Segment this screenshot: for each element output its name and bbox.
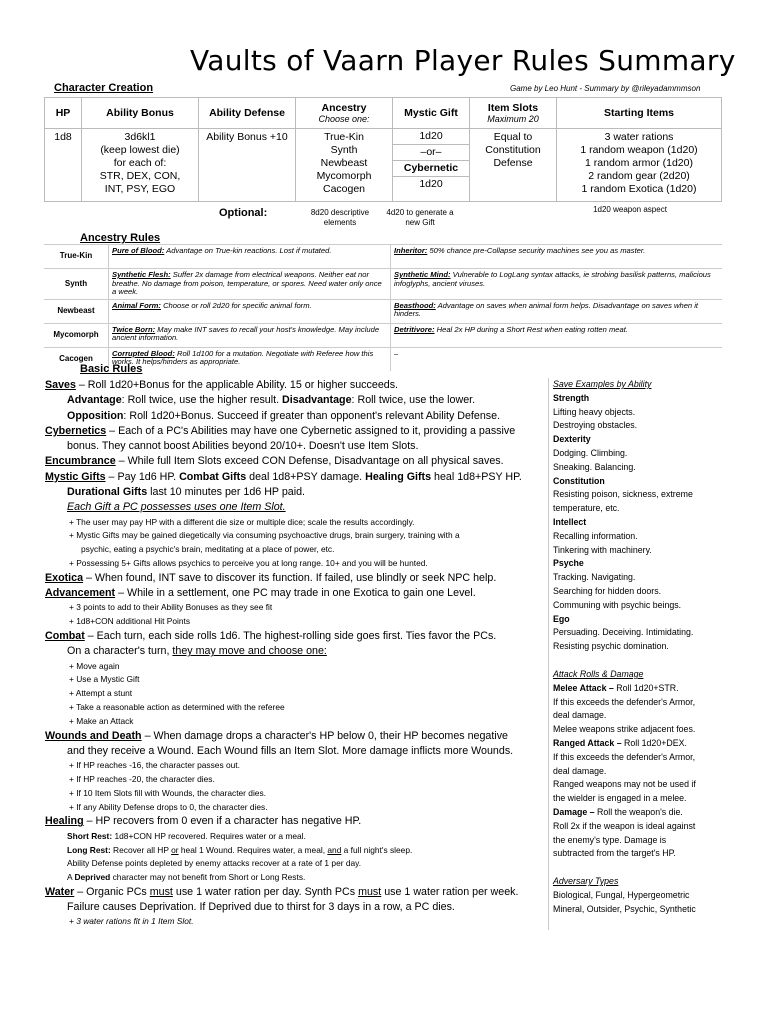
starting-item: 3 water rations xyxy=(604,131,674,143)
attack-term: Melee Attack – xyxy=(553,682,614,693)
basic-rules-heading: Basic Rules xyxy=(80,363,143,375)
rule-term: Exotica xyxy=(45,571,84,584)
item-slots-line: Defense xyxy=(493,157,533,169)
rule-bullet: + Move again xyxy=(69,660,120,671)
hp-value: 1d8 xyxy=(45,129,82,202)
character-creation-heading: Character Creation xyxy=(54,82,154,94)
rule-text: bonus. They cannot boost Abilities beyond 20/10+. Doesn't use Item Slots. xyxy=(67,440,419,453)
attack-text: Melee weapons strike adjacent foes. xyxy=(553,724,696,735)
ability-example: Tinkering with machinery. xyxy=(553,544,652,555)
rule-text: use 1 water ration per day. Synth PCs xyxy=(172,885,359,898)
ability-name: Dexterity xyxy=(553,434,591,445)
rule-term: Combat Gifts xyxy=(179,470,247,483)
attack-term: Damage – xyxy=(553,806,595,817)
rule-text: – Pay 1d6 HP. xyxy=(105,470,180,483)
healing-rule xyxy=(45,814,553,829)
rule-text: : Roll 1d20+Bonus. Succeed if greater than opponent's relevant Ability Defense. xyxy=(123,409,501,422)
opposition-rule xyxy=(45,409,553,424)
attack-text: If this exceeds the defender's Armor, xyxy=(553,696,696,707)
short-rest-rule xyxy=(45,830,553,844)
combat-rule xyxy=(45,629,553,644)
rule-term: Opposition xyxy=(67,409,124,422)
rule-bullet: + The user may pay HP with a different die size or multiple dice; scale the results accordingly. xyxy=(69,516,415,527)
starting-item: 1 random Exotica (1d20) xyxy=(581,183,697,195)
ability-name: Constitution xyxy=(553,475,605,486)
ancestry-trait xyxy=(109,299,391,323)
trait-title: Beasthood: xyxy=(394,300,436,310)
hp-header: HP xyxy=(45,98,82,129)
ability-example: Recalling information. xyxy=(553,530,638,541)
item-slots-header-label: Item Slots xyxy=(487,102,539,114)
rule-text: – Organic PCs xyxy=(74,885,150,898)
attack-text: Roll 1d20+DEX. xyxy=(621,737,687,748)
ancestry-trait xyxy=(109,323,391,347)
mystic-gift-value: 1d20 xyxy=(393,129,469,145)
optional-label: Optional: xyxy=(219,207,268,219)
rule-text: must xyxy=(358,885,382,898)
water-rule xyxy=(45,885,553,900)
rule-bullet: + Take a reasonable action as determined with the referee xyxy=(69,702,285,713)
rule-term: Mystic Gifts xyxy=(45,470,106,483)
cybernetics-rule xyxy=(45,424,553,439)
ancestry-trait xyxy=(391,323,723,347)
optional-items: 1d20 weapon aspect xyxy=(593,205,667,214)
rule-bullet: + Possessing 5+ Gifts allows psychics to perceive you at long range. 10+ and you will be hunted. xyxy=(69,558,428,569)
ability-example: Sneaking. Balancing. xyxy=(553,461,636,472)
attack-text: the enemy's type. Damage is xyxy=(553,834,667,845)
adversary-types: Biological, Fungal, Hypergeometric xyxy=(553,889,690,900)
melee-attack xyxy=(553,682,725,696)
ancestry-row xyxy=(44,245,722,269)
rule-bullet: + If HP reaches -20, the character dies. xyxy=(69,774,215,785)
rule-bullet: + 3 water rations fit in 1 Item Slot. xyxy=(69,916,194,927)
ancestry-trait xyxy=(391,299,723,323)
trait-text: 50% chance pre-Collapse security machines see you as master. xyxy=(427,246,646,255)
starting-items-header: Starting Items xyxy=(557,98,722,129)
ability-example: Lifting heavy objects. xyxy=(553,406,636,417)
ancestry-option: Newbeast xyxy=(320,157,368,169)
ancestry-header-sub: Choose one: xyxy=(318,114,370,124)
rule-text: Failure causes Deprivation. If Deprived due to thirst for 3 days in a row, a PC dies. xyxy=(67,901,455,914)
ability-bonus-line: INT, PSY, EGO xyxy=(104,183,176,195)
rule-text: a full night's sleep. xyxy=(341,844,413,855)
optional-ancestry: 8d20 descriptive elements xyxy=(310,208,370,227)
mystic-gift-values xyxy=(393,129,470,202)
rule-text: – When damage drops a character's HP below 0, their HP becomes negative xyxy=(141,729,509,742)
credit-line: Game by Leo Hunt - Summary by @rileyadammmson xyxy=(510,84,701,93)
trait-text: May make INT saves to recall your host's knowledge. May include ancient information. xyxy=(112,324,380,342)
ability-name: Ego xyxy=(553,613,570,624)
ancestry-option: Cacogen xyxy=(322,183,366,195)
rule-text: : Roll twice, use the higher result. xyxy=(121,394,283,407)
rule-bullet: + If any Ability Defense drops to 0, the character dies. xyxy=(69,801,268,812)
rule-text: – While in a settlement, one PC may trade in one Exotica to gain one Level. xyxy=(115,587,476,600)
rule-text: On a character's turn, xyxy=(67,645,173,658)
exotica-rule xyxy=(45,571,553,586)
rule-text: – Roll 1d20+Bonus for the applicable Ability. 15 or higher succeeds. xyxy=(75,379,399,391)
rule-bullet: + Attempt a stunt xyxy=(69,688,133,699)
item-slots-line: Constitution xyxy=(485,144,541,156)
rule-text: deal 1d8+PSY damage. xyxy=(246,470,366,483)
ability-defense-header: Ability Defense xyxy=(199,98,296,129)
ancestry-option: True-Kin xyxy=(324,131,364,143)
trait-text: Roll 1d100 for a mutation. Negotiate with Referee how this works. It helps/hinders as appropriate. xyxy=(112,348,374,366)
trait-title: Twice Born: xyxy=(112,324,156,334)
ancestry-name: Newbeast xyxy=(44,299,109,323)
rule-term: Wounds and Death xyxy=(45,729,142,742)
durational-gifts-rule xyxy=(45,485,553,500)
deprived-rule xyxy=(45,871,553,885)
rule-text: last 10 minutes per 1d6 HP paid. xyxy=(147,486,306,499)
trait-text: Choose or roll 2d20 for specific animal form. xyxy=(160,300,312,310)
ability-bonus-line: for each of: xyxy=(113,157,167,169)
ancestry-options xyxy=(296,129,393,202)
item-slots-header xyxy=(470,98,557,129)
rule-term: Durational Gifts xyxy=(67,486,148,499)
rule-term: Combat xyxy=(45,630,85,643)
rule-text: Ability Defense points depleted by enemy attacks recover at a rate of 1 per day. xyxy=(67,858,362,869)
ancestry-name: Cacogen xyxy=(44,347,109,371)
wounds-rule xyxy=(45,729,553,744)
rule-text: use 1 water ration per week. xyxy=(381,885,519,898)
ancestry-trait xyxy=(391,269,723,300)
attack-text: the wielder is engaged in a melee. xyxy=(553,793,687,804)
ancestry-header-label: Ancestry xyxy=(321,102,367,114)
rule-text: – Each of a PC's Abilities may have one Cybernetic assigned to it, providing a passive xyxy=(106,424,516,437)
advancement-rule xyxy=(45,586,553,601)
rule-text: they may move and choose one: xyxy=(172,645,327,658)
rule-text: Each Gift a PC possesses uses one Item Slot. xyxy=(67,501,286,514)
rule-term: Cybernetics xyxy=(45,424,107,437)
starting-item: 2 random gear (2d20) xyxy=(588,170,690,182)
trait-text: Suffer 2x damage from electrical weapons. Neither eat nor breathe. No damage from poison, temperature, or spores. Need water only once a week. xyxy=(112,270,382,296)
ancestry-header xyxy=(296,98,393,129)
rule-text: : Roll twice, use the lower. xyxy=(351,394,476,407)
ancestry-trait xyxy=(109,269,391,300)
rule-text: or xyxy=(171,844,179,855)
ability-example: Resisting poison, sickness, extreme xyxy=(553,489,693,500)
starting-items-value xyxy=(557,129,722,202)
attack-text: Ranged weapons may not be used if xyxy=(553,779,696,790)
attack-text: If this exceeds the defender's Armor, xyxy=(553,751,696,762)
item-slots-line: Equal to xyxy=(493,131,533,143)
rule-term: Deprived xyxy=(74,872,111,883)
rule-term: Water xyxy=(45,885,75,898)
rule-text: must xyxy=(149,885,173,898)
ancestry-name: True-Kin xyxy=(44,245,109,269)
ancestry-rules-table xyxy=(44,244,722,371)
ancestry-trait xyxy=(109,245,391,269)
rule-bullet: + 3 points to add to their Ability Bonuses as they see fit xyxy=(69,602,273,613)
trait-title: Synthetic Flesh: xyxy=(112,270,171,279)
ability-name: Psyche xyxy=(553,558,584,569)
rule-text: – HP recovers from 0 even if a character has negative HP. xyxy=(83,815,362,828)
ability-example: Dodging. Climbing. xyxy=(553,447,628,458)
attack-term: Ranged Attack – xyxy=(553,737,622,748)
rule-bullet: + Use a Mystic Gift xyxy=(69,674,140,685)
trait-title: Synthetic Mind: xyxy=(394,270,451,279)
ancestry-trait xyxy=(109,347,391,371)
adversary-types-heading: Adversary Types xyxy=(553,876,619,887)
ability-name: Strength xyxy=(553,392,590,403)
attack-text: deal damage. xyxy=(553,710,607,721)
ancestry-row xyxy=(44,347,722,371)
long-rest-rule xyxy=(45,844,553,858)
ability-example: Communing with psychic beings. xyxy=(553,599,682,610)
trait-text: Advantage on saves when animal form helps. Disadvantage on saves when it hinders. xyxy=(394,300,699,318)
ranged-attack xyxy=(553,737,725,751)
basic-rules xyxy=(45,378,553,929)
cybernetic-header: Cybernetic xyxy=(393,161,469,177)
trait-text: – xyxy=(394,348,399,358)
cybernetic-value: 1d20 xyxy=(419,178,443,190)
trait-title: Pure of Blood: xyxy=(112,246,165,255)
rule-text: 1d8+CON HP recovered. Requires water or a meal. xyxy=(112,830,306,841)
trait-title: Detritivore: xyxy=(394,324,435,334)
ability-example: Tracking. Navigating. xyxy=(553,572,636,583)
rule-bullet: psychic, eating a psychic's brain, meditating at a place of power, etc. xyxy=(81,544,335,555)
ability-defense-value: Ability Bonus +10 xyxy=(199,129,296,202)
rule-text: – When found, INT save to discover its function. If failed, use blindly or seek NPC help. xyxy=(83,571,497,584)
rule-text: and xyxy=(327,844,342,855)
ancestry-rules-heading: Ancestry Rules xyxy=(80,232,161,244)
adversary-types: Mineral, Outsider, Psychic, Synthetic xyxy=(553,903,696,914)
trait-title: Inheritor: xyxy=(394,246,428,255)
rule-term: Saves xyxy=(45,379,76,391)
rule-term: Disadvantage xyxy=(282,394,352,407)
ability-example: Searching for hidden doors. xyxy=(553,585,662,596)
attack-text: Roll the weapon's die. xyxy=(594,806,683,817)
starting-item: 1 random weapon (1d20) xyxy=(580,144,698,156)
ability-bonus-line: (keep lowest die) xyxy=(100,144,180,156)
attack-text: deal damage. xyxy=(553,765,607,776)
mystic-gifts-rule xyxy=(45,470,553,485)
mystic-gift-or: –or– xyxy=(393,145,469,161)
trait-text: Vulnerable to LogLang syntax attacks, ie strobing basilisk patterns, malicious infoglyphs, ancient viruses. xyxy=(394,270,711,288)
item-slots-header-sub: Maximum 20 xyxy=(487,114,539,124)
spacer xyxy=(553,861,725,875)
sidebar xyxy=(553,378,725,916)
rule-term: Long Rest: xyxy=(67,844,111,855)
rule-text: heal 1d8+PSY HP. xyxy=(431,470,522,483)
rule-text: – Each turn, each side rolls 1d6. The highest-rolling side goes first. Ties favor the PCs. xyxy=(84,630,497,643)
trait-text: Advantage on True-kin reactions. Lost if mutated. xyxy=(164,246,332,255)
combat-turn xyxy=(45,644,553,659)
ancestry-name: Mycomorph xyxy=(44,323,109,347)
ability-bonus-value xyxy=(82,129,199,202)
trait-title: Corrupted Blood: xyxy=(112,348,175,358)
rule-bullet: + 1d8+CON additional Hit Points xyxy=(69,616,191,627)
ability-example: Destroying obstacles. xyxy=(553,420,638,431)
ancestry-option: Mycomorph xyxy=(316,170,372,182)
ancestry-trait xyxy=(391,245,723,269)
ability-example: temperature, etc. xyxy=(553,503,620,514)
ability-bonus-header: Ability Bonus xyxy=(82,98,199,129)
save-examples-heading: Save Examples by Ability xyxy=(553,379,652,389)
attack-text: Roll 2x if the weapon is ideal against xyxy=(553,820,696,831)
rule-bullet: + If 10 Item Slots fill with Wounds, the character dies. xyxy=(69,787,266,798)
ancestry-name: Synth xyxy=(44,269,109,300)
rule-text: Recover all HP xyxy=(110,844,172,855)
trait-text: Heal 2x HP during a Short Rest when eating rotten meat. xyxy=(434,324,628,334)
ability-bonus-line: STR, DEX, CON, xyxy=(99,170,181,182)
rule-bullet: + Make an Attack xyxy=(69,715,134,726)
rule-term: Advantage xyxy=(67,394,122,407)
rule-text: A xyxy=(67,872,75,883)
page-title: Vaults of Vaarn Player Rules Summary xyxy=(190,44,736,77)
mystic-gift-header: Mystic Gift xyxy=(393,98,470,129)
character-creation-table xyxy=(44,97,722,202)
rule-term: Healing Gifts xyxy=(365,470,432,483)
rule-text: character may not benefit from Short or Long Rests. xyxy=(110,872,306,883)
attack-text: subtracted from the target's HP. xyxy=(553,848,676,859)
ancestry-option: Synth xyxy=(330,144,358,156)
item-slots-value xyxy=(470,129,557,202)
ancestry-trait xyxy=(391,347,723,371)
rule-term: Advancement xyxy=(45,587,116,600)
optional-gift: 4d20 to generate a new Gift xyxy=(386,208,454,227)
damage-rule xyxy=(553,806,725,820)
rule-text: and they receive a Wound. Each Wound fills an Item Slot. More damage inflicts more Wounds. xyxy=(67,744,514,757)
ability-bonus-line: 3d6kl1 xyxy=(124,131,156,143)
advantage-rule xyxy=(45,393,553,408)
rule-term: Short Rest: xyxy=(67,830,113,841)
ancestry-row xyxy=(44,269,722,300)
attack-rolls-heading: Attack Rolls & Damage xyxy=(553,668,644,679)
rule-text: heal 1 Wound. Requires water, a meal, xyxy=(178,844,328,855)
rule-text: – While full Item Slots exceed CON Defense, Disadvantage on all physical saves. xyxy=(115,455,504,468)
encumbrance-rule xyxy=(45,454,553,469)
rule-bullet: + If HP reaches -16, the character passes out. xyxy=(69,760,240,771)
ancestry-row xyxy=(44,323,722,347)
spacer xyxy=(553,654,725,668)
rule-term: Encumbrance xyxy=(45,455,116,468)
ability-example: Resisting psychic domination. xyxy=(553,641,669,652)
ability-name: Intellect xyxy=(553,516,587,527)
saves-rule xyxy=(45,378,553,393)
starting-item: 1 random armor (1d20) xyxy=(585,157,693,169)
rule-term: Healing xyxy=(45,815,84,828)
rule-bullet: + Mystic Gifts may be gained diegetically via consuming psychoactive drugs, brain surgery, training with a xyxy=(69,530,460,541)
ancestry-row xyxy=(44,299,722,323)
ability-example: Persuading. Deceiving. Intimidating. xyxy=(553,627,694,638)
trait-title: Animal Form: xyxy=(112,300,161,310)
attack-text: Roll 1d20+STR. xyxy=(613,682,679,693)
